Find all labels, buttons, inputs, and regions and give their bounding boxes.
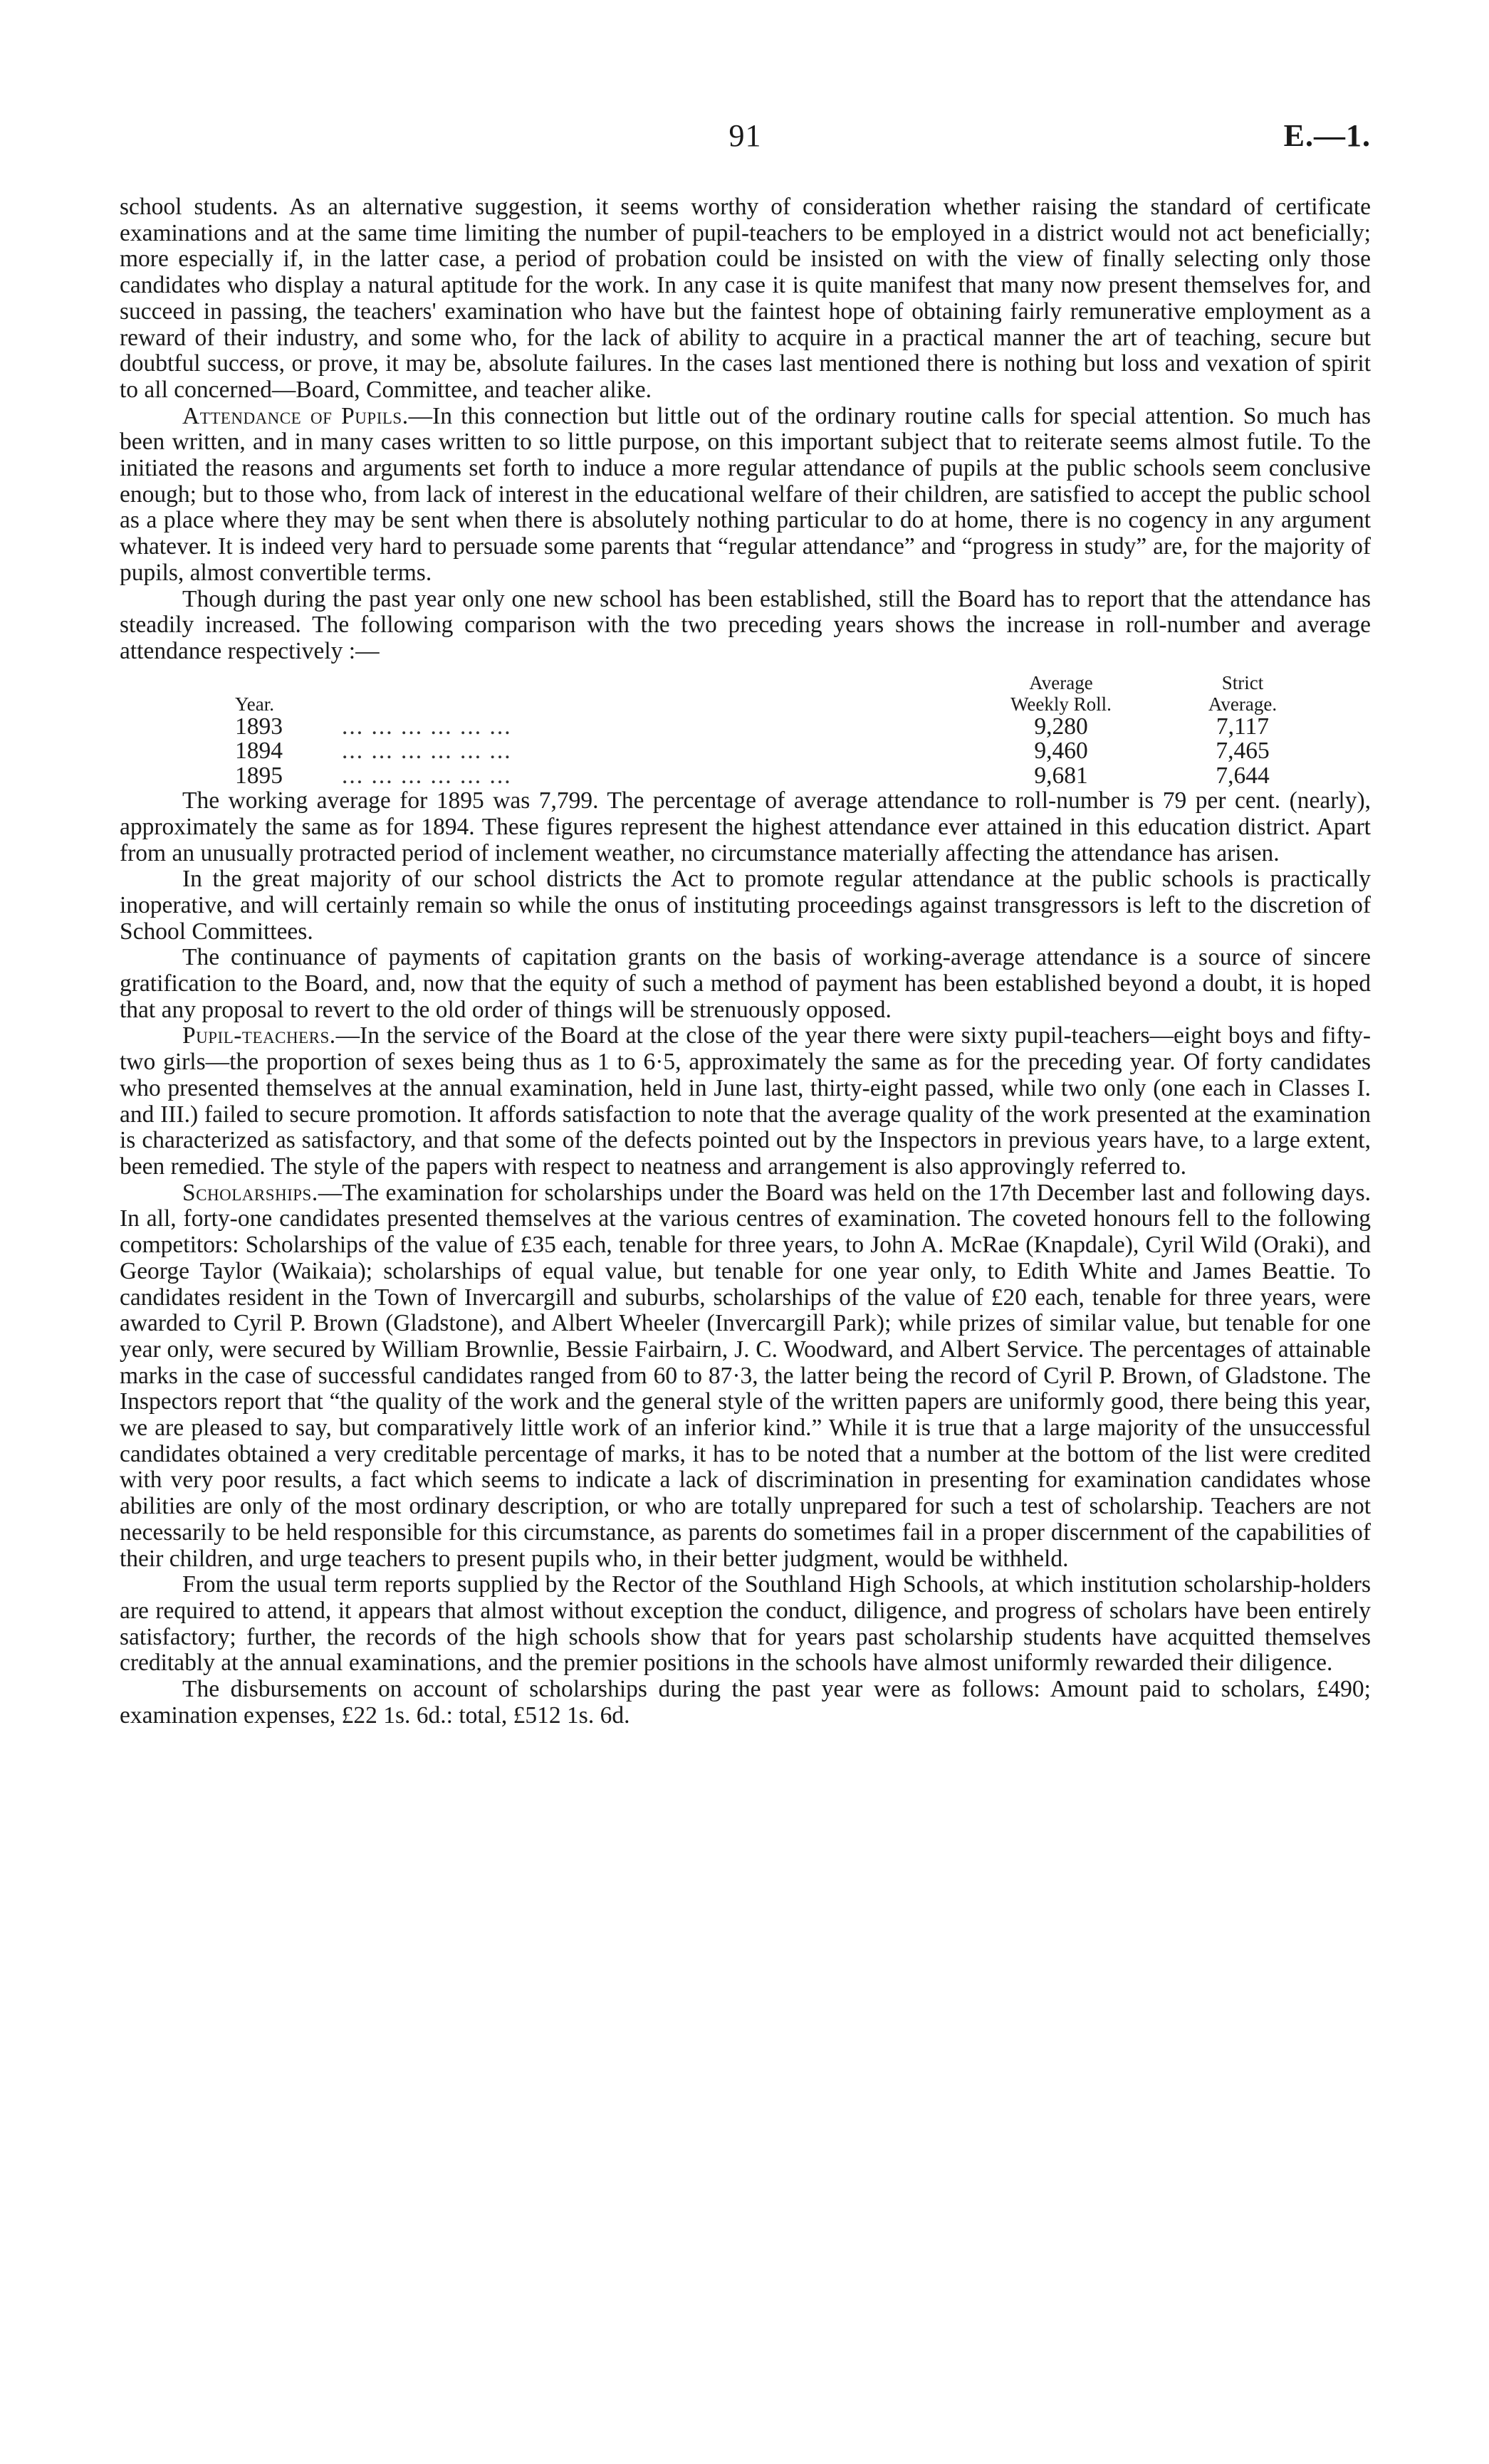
paragraph-text: —In this connection but little out of the ordinary routine calls for special attention. So much has been written, and in many cases written to so little purpose, on this important subject that to reiterate seems almost futile. To the initiated the reasons and arguments set forth to induce a more regular attendance of pupils at the public schools seem conclusive enough; but to those who, from lack of interest in the educational welfare of their children, are satisfied to accept the public school as a place where they may be sent when there is absolutely nothing particular to do at home, there is no cogency in any argument whatever. It is indeed very hard to persuade some parents that “regular attendance” and “progress in study” are, for the majority of pupils, almost convertible terms. (120, 402, 1371, 586)
paragraph-capitation-grants (120, 945, 1371, 1023)
dot-leader: ... ... ... ... ... ... (342, 713, 512, 740)
section-heading-attendance: Attendance of Pupils. (182, 402, 409, 429)
header-strict-average (1154, 672, 1332, 715)
paragraph-attendance-act (120, 866, 1371, 945)
attendance-table-header (235, 672, 1332, 715)
paragraph-text: The continuance of payments of capitation grants on the basis of working-average attendance is a source of sincere gratification to the Board, and, now that the equity of such a method of payment has been established beyond a doubt, it is hoped that any proposal to revert to the old order of things will be strenuously opposed. (120, 944, 1371, 1023)
cell-strict-average: 7,117 (1216, 713, 1270, 740)
cell-year: 1894 (235, 738, 283, 765)
document-page (120, 117, 1371, 1729)
cell-weekly-roll: 9,280 (1034, 713, 1088, 740)
body-text (120, 194, 1371, 1729)
cell-year: 1895 (235, 762, 283, 789)
paragraph-disbursements (120, 1677, 1371, 1729)
header-weekly-roll-line1: Average (1029, 671, 1093, 693)
paragraph-text: Though during the past year only one new school has been established, still the Board has to report that the attendance has steadily increased. The following comparison with the two preceding years shows the increase in roll-number and average attendance respectively :— (120, 585, 1371, 664)
page-number: 91 (728, 118, 762, 153)
paragraph-text: school students. As an alternative suggestion, it seems worthy of consideration whether raising the standard of certificate examinations and at the same time limiting the number of pupil-teachers to be employed in a district would not act beneficially; more especially if, in the latter case, a period of probation could be insisted on with the view of finally selecting only those candidates who display a natural aptitude for the work. In any case it is quite manifest that many now present themselves for, and succeed in passing, the teachers' examination who have but the faintest hope of obtaining fairly remunerative employment as a reward of their industry, and some who, for the lack of ability to acquire in a practical manner the art of teaching, secure but doubtful success, or prove, it may be, absolute failures. In the cases last mentioned there is nothing but loss and vexation of spirit to all concerned—Board, Committee, and teacher alike. (120, 194, 1371, 403)
cell-weekly-roll: 9,681 (1034, 762, 1088, 789)
cell-strict-average: 7,465 (1216, 738, 1270, 765)
paragraph-pupil-teacher-standards (120, 194, 1371, 404)
dot-leader: ... ... ... ... ... ... (342, 738, 512, 765)
header-strict-average-line1: Strict (1221, 671, 1264, 693)
paragraph-attendance-of-pupils (120, 404, 1371, 587)
paragraph-text: In the great majority of our school districts the Act to promote regular attendance at the public schools is practically inoperative, and will certainly remain so while the onus of instituting proceedings against transgressors is left to the discretion of School Committees. (120, 866, 1371, 945)
header-weekly-roll (968, 672, 1154, 715)
paragraph-attendance-increase (120, 587, 1371, 665)
attendance-table (235, 672, 1332, 789)
cell-weekly-roll: 9,460 (1034, 738, 1088, 765)
header-strict-average-line2: Average. (1208, 693, 1278, 715)
paragraph-text: The working average for 1895 was 7,799. The percentage of average attendance to roll-number is 79 per cent. (nearly), approximately the same as for 1894. These figures represent the highest attendance ever attained in this education district. Apart from an unusually protracted period of inclement weather, no circumstance materially affecting the attendance has arisen. (120, 787, 1371, 866)
paragraph-working-average (120, 788, 1371, 866)
paragraph-text: From the usual term reports supplied by the Rector of the Southland High Schools, at which institution scholarship-holders are required to attend, it appears that almost without exception the conduct, diligence, and progress of scholars have been entirely satisfactory; further, the records of the high schools show that for years past scholarship students have acquitted themselves creditably at the annual examinations, and the premier positions in the schools have almost uniformly rewarded their diligence. (120, 1571, 1371, 1677)
page-header (120, 117, 1371, 167)
dot-leader: ... ... ... ... ... ... (342, 762, 512, 789)
section-heading-scholarships: Scholarships. (182, 1179, 318, 1206)
header-year: Year. (235, 693, 275, 715)
header-weekly-roll-line2: Weekly Roll. (1010, 693, 1112, 715)
header-spacer (342, 672, 968, 715)
table-row (235, 739, 1332, 764)
paragraph-pupil-teachers (120, 1023, 1371, 1180)
section-heading-pupil-teachers: Pupil-teachers. (182, 1022, 336, 1049)
document-code: E.—1. (1283, 118, 1371, 153)
table-row (235, 715, 1332, 740)
paragraph-text: —In the service of the Board at the close of the year there were sixty pupil-teachers—eight boys and fifty-two girls—the proportion of sexes being thus as 1 to 6·5, approximately the same as for the preceding year. Of forty candidates who presented themselves at the annual examination, held in June last, thirty-eight passed, while two only (one each in Classes I. and III.) failed to secure promotion. It affords satisfaction to note that the average quality of the work presented at the examination is characterized as satisfactory, and that some of the defects pointed out by the Inspectors in previous years have, to a large extent, been remedied. The style of the papers with respect to neatness and arrangement is also approvingly referred to. (120, 1022, 1371, 1180)
paragraph-text: The disbursements on account of scholarships during the past year were as follows: Amount paid to scholars, £490; examination expenses, £22 1s. 6d.: total, £512 1s. 6d. (120, 1676, 1371, 1729)
table-row (235, 764, 1332, 789)
paragraph-term-reports (120, 1572, 1371, 1677)
cell-year: 1893 (235, 713, 283, 740)
paragraph-text: —The examination for scholarships under the Board was held on the 17th December last and following days. In all, forty-one candidates presented themselves at the various centres of examination. The coveted honours fell to the following competitors: Scholarships of the value of £35 each, tenable for three years, to John A. McRae (Knapdale), Cyril Wild (Oraki), and George Taylor (Waikaia); scholarships of equal value, but tenable for one year only, to Edith White and James Beattie. To candidates resident in the Town of Invercargill and suburbs, scholarships of the value of £20 each, tenable for three years, were awarded to Cyril P. Brown (Gladstone), and Albert Wheeler (Invercargill Park); while prizes of similar value, but tenable for one year only, were secured by William Brownlie, Bessie Fairbairn, J. C. Woodward, and Albert Service. The percentages of attainable marks in the case of successful candidates ranged from 60 to 87·3, the latter being the record of Cyril P. Brown, of Gladstone. The Inspectors report that “the quality of the work and the general style of the written papers are uniformly good, there being this year, we are pleased to say, but comparatively little work of an inferior kind.” While it is true that a large majority of the unsuccessful candidates obtained a very creditable percentage of marks, it has to be noted that a number at the bottom of the list were credited with very poor results, a fact which seems to indicate a lack of discrimination in presenting for examination candidates whose abilities are only of the most ordinary description, or who are totally unprepared for such a test of scholarship. Teachers are not necessarily to be held responsible for this circumstance, as parents do sometimes fail in a proper discernment of the capabilities of their children, and urge teachers to present pupils who, in their better judgment, would be withheld. (120, 1179, 1371, 1572)
cell-strict-average: 7,644 (1216, 762, 1270, 789)
paragraph-scholarships (120, 1180, 1371, 1573)
